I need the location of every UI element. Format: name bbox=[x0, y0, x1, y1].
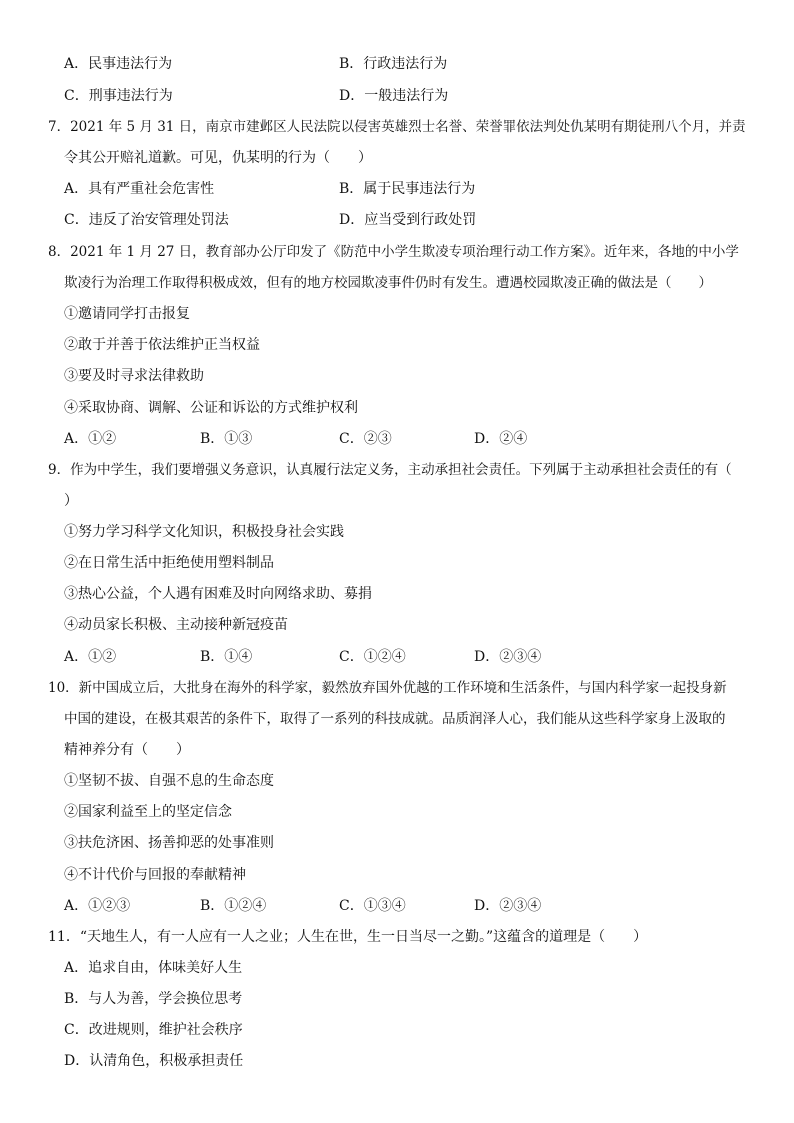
q6-option-b[interactable]: B．行政违法行为 bbox=[339, 56, 448, 72]
q7-stem-line-2: 令其公开赔礼道歉。可见，仇某明的行为（ ） bbox=[64, 150, 372, 166]
q8-stem-line-1: 8．2021 年 1 月 27 日，教育部办公厅印发了《防范中小学生欺凌专项治理行动工作方案》。近年来，各地的中小学 bbox=[48, 244, 739, 260]
q10-item-3: ③扶危济困、扬善抑恶的处事准则 bbox=[64, 835, 274, 851]
q8-item-3: ③要及时寻求法律救助 bbox=[64, 368, 204, 384]
q10-stem-line-2: 中国的建设，在极其艰苦的条件下，取得了一系列的科技成就。品质润泽人心，我们能从这些科学家身上汲取的 bbox=[64, 711, 726, 727]
q10-item-4: ④不计代价与回报的奉献精神 bbox=[64, 867, 246, 883]
q7-option-d[interactable]: D．应当受到行政处罚 bbox=[339, 212, 477, 228]
q9-stem-line-1: 9．作为中学生，我们要增强义务意识，认真履行法定义务，主动承担社会责任。下列属于主动承担社会责任的有（ bbox=[48, 462, 732, 478]
q8-item-2: ②敢于并善于依法维护正当权益 bbox=[64, 337, 260, 353]
q9-option-b[interactable]: B．①④ bbox=[200, 649, 253, 665]
q6-option-c[interactable]: C．刑事违法行为 bbox=[64, 88, 173, 104]
q10-item-1: ①坚韧不拔、自强不息的生命态度 bbox=[64, 773, 274, 789]
q9-item-4: ④动员家长积极、主动接种新冠疫苗 bbox=[64, 617, 288, 633]
q6-option-d[interactable]: D．一般违法行为 bbox=[339, 88, 449, 104]
q10-option-d[interactable]: D．②③④ bbox=[474, 898, 542, 914]
q8-stem-line-2: 欺凌行为治理工作取得积极成效，但有的地方校园欺凌事件仍时有发生。遭遇校园欺凌正确的做法是（ ） bbox=[64, 275, 712, 291]
q9-option-c[interactable]: C．①②④ bbox=[339, 649, 406, 665]
q9-item-3: ③热心公益，个人遇有困难及时向网络求助、募捐 bbox=[64, 586, 372, 602]
q8-item-4: ④采取协商、调解、公证和诉讼的方式维护权利 bbox=[64, 400, 358, 416]
q9-item-1: ①努力学习科学文化知识，积极投身社会实践 bbox=[64, 524, 344, 540]
q10-option-b[interactable]: B．①②④ bbox=[200, 898, 267, 914]
q7-option-c[interactable]: C．违反了治安管理处罚法 bbox=[64, 212, 229, 228]
q7-option-a[interactable]: A．具有严重社会危害性 bbox=[64, 181, 215, 197]
q10-stem-line-3: 精神养分有（ ） bbox=[64, 742, 190, 758]
q9-option-a[interactable]: A．①② bbox=[64, 649, 117, 665]
q10-item-2: ②国家利益至上的坚定信念 bbox=[64, 804, 232, 820]
q11-option-c[interactable]: C．改进规则，维护社会秩序 bbox=[64, 1022, 243, 1038]
q9-stem-line-2: ） bbox=[64, 493, 78, 509]
q8-item-1: ①邀请同学打击报复 bbox=[64, 306, 190, 322]
q8-option-a[interactable]: A．①② bbox=[64, 431, 117, 447]
q10-option-c[interactable]: C．①③④ bbox=[339, 898, 406, 914]
q8-option-b[interactable]: B．①③ bbox=[200, 431, 253, 447]
q11-option-b[interactable]: B．与人为善，学会换位思考 bbox=[64, 991, 243, 1007]
q9-item-2: ②在日常生活中拒绝使用塑料制品 bbox=[64, 555, 274, 571]
q8-option-d[interactable]: D．②④ bbox=[474, 431, 528, 447]
q10-stem-line-1: 10．新中国成立后，大批身在海外的科学家，毅然放弃国外优越的工作环境和生活条件，与国内科学家一起投身新 bbox=[48, 680, 727, 696]
q9-option-d[interactable]: D．②③④ bbox=[474, 649, 542, 665]
q11-option-a[interactable]: A．追求自由，体味美好人生 bbox=[64, 960, 243, 976]
q11-option-d[interactable]: D．认清角色，积极承担责任 bbox=[64, 1053, 244, 1069]
q7-stem-line-1: 7．2021 年 5 月 31 日，南京市建邺区人民法院以侵害英雄烈士名誉、荣誉罪依法判处仇某明有期徒刑八个月，并责 bbox=[48, 119, 746, 135]
q11-stem-line-1: 11．“天地生人，有一人应有一人之业；人生在世，生一日当尽一之勤。”这蕴含的道理是（ ） bbox=[48, 929, 648, 945]
q10-option-a[interactable]: A．①②③ bbox=[64, 898, 131, 914]
q7-option-b[interactable]: B．属于民事违法行为 bbox=[339, 181, 476, 197]
q6-option-a[interactable]: A．民事违法行为 bbox=[64, 56, 173, 72]
q8-option-c[interactable]: C．②③ bbox=[339, 431, 392, 447]
